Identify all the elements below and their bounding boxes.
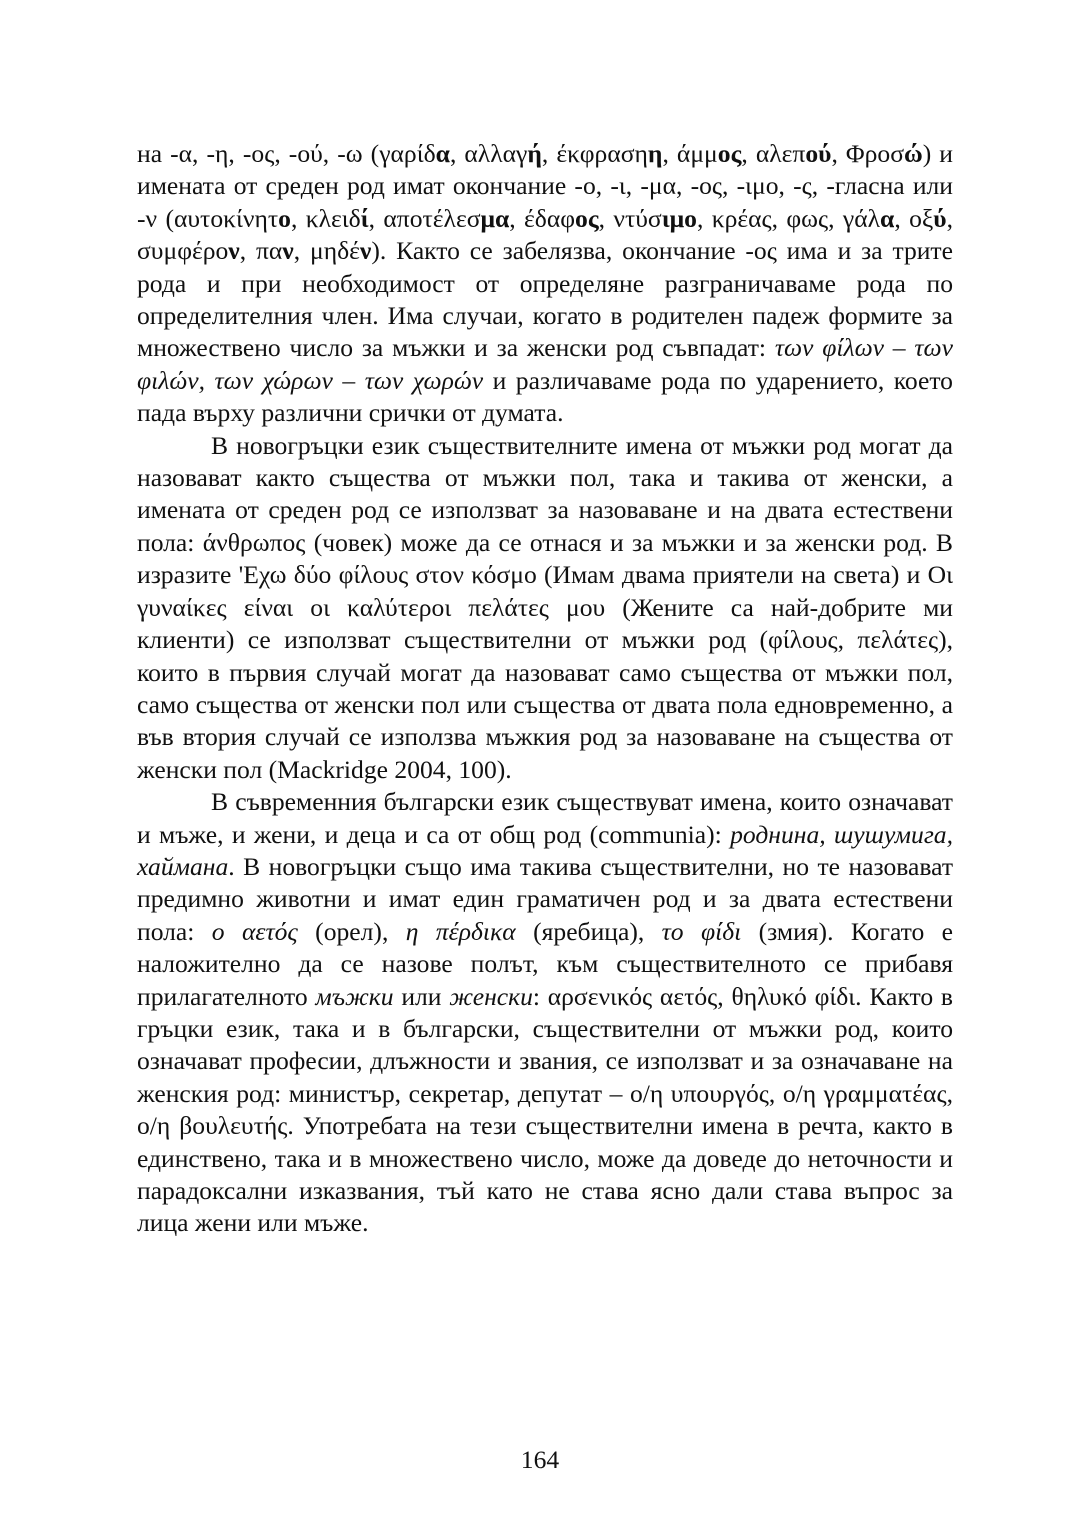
bold-ending: ιμο <box>661 203 697 233</box>
italic-example: мъжки <box>315 981 394 1011</box>
paragraph-3 <box>137 786 953 1240</box>
text-run: , αλεπ <box>741 139 806 168</box>
text-run: , συμφέρο <box>137 203 953 266</box>
text-run: и различаваме рода по ударението, което пада върху различни срички от думата. <box>137 365 953 428</box>
bold-ending: μα <box>480 203 510 233</box>
text-run: или <box>393 981 450 1011</box>
bold-ending: ή <box>527 139 542 168</box>
italic-example: ο αετός <box>211 916 298 946</box>
italic-example: των φίλων – των φιλών, των χώρων – των χωρών <box>137 333 953 395</box>
text-run: (яребица), <box>515 916 662 946</box>
text-run: , ντύσ <box>598 203 662 233</box>
text-run: , κρέας, φως, γάλ <box>696 203 881 233</box>
text-run: , άμμ <box>662 139 718 168</box>
text-run: , κλειδ <box>290 203 361 233</box>
bold-ending: ί <box>360 203 369 233</box>
text-run: (змия). Когато е наложително да се назове полът, към съществителното се прибавя прилагателното <box>137 916 954 1011</box>
italic-example: το φίδι <box>661 916 742 946</box>
bold-ending: ν <box>359 236 372 266</box>
text-run: , μηδέ <box>293 236 360 266</box>
text-run: ) и имената от среден род имат окончание -ο, -ι, -μα, -ος, -ιμο, -ς, -гласна или -ν (αυτοκίνητ <box>137 139 954 233</box>
paragraph-1 <box>137 138 953 430</box>
text-run: (орел), <box>297 916 406 946</box>
text-run: , έκφραση <box>541 139 648 168</box>
text-run: , οξ <box>894 203 934 233</box>
bold-ending: ν <box>282 236 294 266</box>
bold-ending: ού <box>805 139 832 168</box>
bold-ending: ος <box>717 139 742 168</box>
text-run: В новогръцки език съществителните имена от мъжки род могат да назовават както същества от мъжки пол, така и такива от женски, а имената от среден род се използват за назоваване и на двата естествени пола: άνθρωπος (човек) може да се отнася и за мъжки и за женски род. В изразите 'Εχω δύο φίλους στον κόσμο (Имам двама приятели на света) и Οι γυναίκες είναι οι καλύτεροι πελάτες μου (Жените са най-добрите ми клиенти) се използват съществителни от мъжки род (φίλους, πελάτες), които в първия случай могат да назовават само същества от мъжки пол, само същества от женски пол или същества от двата пола едновременно, а във втория случай се използва мъжкия род за назоваване на същества от женски пол (Mackridge 2004, 100). <box>137 430 953 784</box>
page-body <box>137 138 953 1240</box>
text-run: , πα <box>239 236 283 266</box>
bold-ending: ν <box>228 236 240 266</box>
text-run: , έδαφ <box>509 203 576 233</box>
text-run: : αρσενικός αετός, θηλυκό φίδι. Както в гръцки език, така и в български, съществителни от мъжки род, които означават професии, длъжности и звания, се използват и за означаване на женския род: министър, секретар, депутат – ο/η υπουργός, ο/η γραμματέας, ο/η βουλευτής. Употребата на тези съществителни имена в речта, както в единствено, така и в множествено число, може да доведе до неточности и парадоксални изказвания, тъй като не става ясно дали става въпрос за лица жени или мъже. <box>137 981 953 1238</box>
text-run: , αποτέλεσ <box>368 203 481 233</box>
italic-example: женски <box>449 981 533 1011</box>
bold-ending: ος <box>575 203 599 233</box>
bold-ending: ώ <box>904 139 923 168</box>
bold-ending: η <box>647 139 663 168</box>
italic-example: η πέρδικα <box>405 916 516 946</box>
paragraph-2 <box>137 430 953 786</box>
page-number: 164 <box>520 1445 560 1474</box>
text-run: , αλλαγ <box>449 139 528 168</box>
text-run: ). Както се забелязва, окончание -ος има и за трите рода и при необходимост от определяне разграничаваме рода по определителния член. Има случаи, когато в родителен падеж формите за множествено число за мъжки и за женски род съвпадат: <box>137 236 953 363</box>
text-run: В съвременния български език съществуват имена, които означават и мъже, и жени, и деца и са от общ род (communia): <box>137 787 953 849</box>
text-run: , Φροσ <box>831 139 904 168</box>
bold-ending: α <box>435 139 450 168</box>
text-run: на -α, -η, -ος, -ού, -ω (γαρίδ <box>137 139 436 168</box>
bold-ending: ο <box>278 203 291 233</box>
bold-ending: α <box>880 203 895 233</box>
bold-ending: ύ <box>933 203 947 233</box>
italic-example: роднина, шушумига, хаймана <box>137 819 953 881</box>
text-run: . В новогръцки също има такива съществителни, но те назовават предимно животни и имат един граматичен род и за двата естествени пола: <box>137 851 953 946</box>
